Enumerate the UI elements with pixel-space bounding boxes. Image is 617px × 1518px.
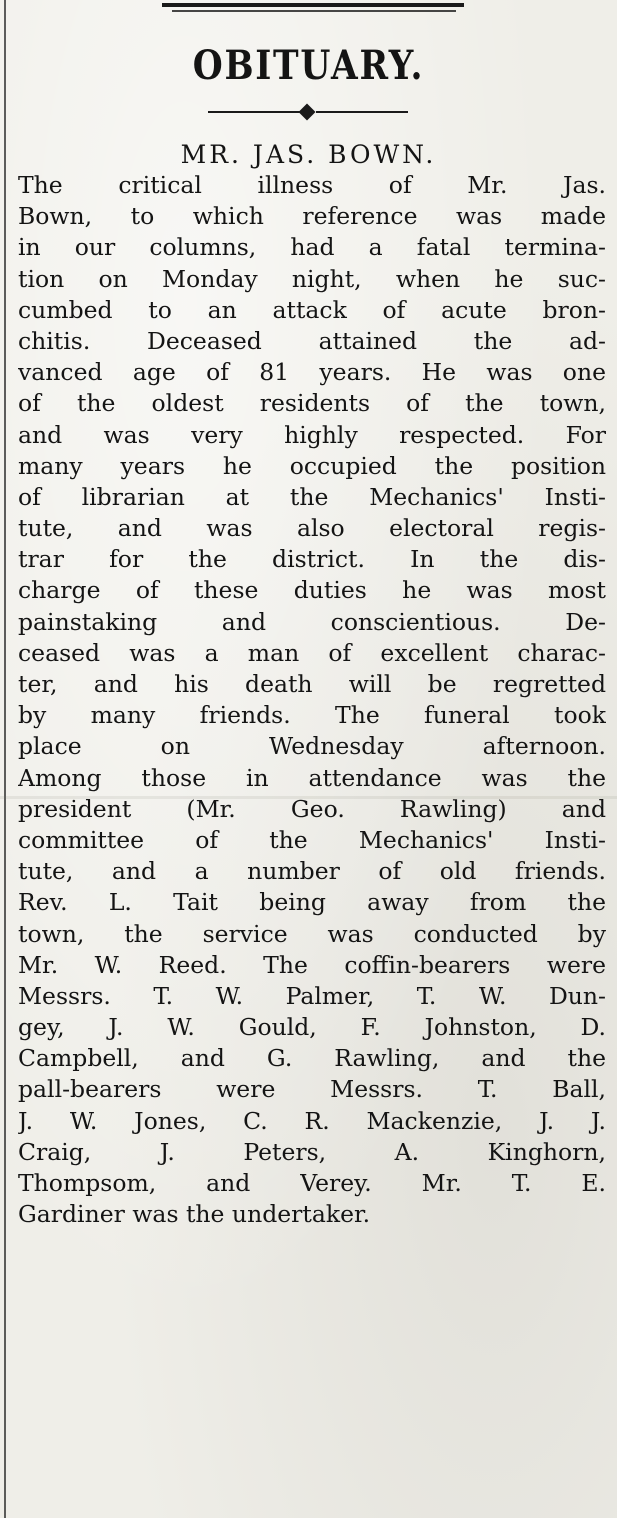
text-line: of the oldest residents of the town, (18, 389, 606, 418)
text-line: by many friends. The funeral took (18, 701, 606, 730)
text-line: place on Wednesday afternoon. (18, 732, 606, 761)
text-line: town, the service was conducted by (18, 919, 606, 948)
text-line: ter, and his death will be regretted (18, 670, 606, 698)
text-line: Mr. W. Reed. The coffin-bearers were (18, 950, 606, 979)
text-line: cumbed to an attack of acute bron- (18, 295, 606, 324)
text-line: ceased was a man of excellent charac- (18, 638, 606, 667)
top-double-rule (162, 3, 464, 13)
obituary-body (18, 170, 606, 1230)
text-line: president (Mr. Geo. Rawling) and (18, 794, 606, 823)
obituary-subheading: MR. JAS. BOWN. (180, 140, 437, 169)
text-line: tute, and was also electoral regis- (18, 514, 606, 543)
text-line: gey, J. W. Gould, F. Johnston, D. (18, 1013, 606, 1042)
text-line: of librarian at the Mechanics' Insti- (18, 482, 606, 511)
text-line: trar for the district. In the dis- (18, 545, 606, 574)
paper-fold-crease (0, 796, 617, 799)
text-line: chitis. Deceased attained the ad- (18, 326, 606, 355)
text-line: Rev. L. Tait being away from the (18, 888, 606, 917)
text-line: and was very highly respected. For (18, 420, 606, 449)
text-line: J. W. Jones, C. R. Mackenzie, J. J. (18, 1106, 606, 1135)
text-line: charge of these duties he was most (18, 576, 606, 605)
text-line: Craig, J. Peters, A. Kinghorn, (18, 1137, 606, 1166)
text-line: committee of the Mechanics' Insti- (18, 825, 606, 854)
text-line: Thompsom, and Verey. Mr. T. E. (18, 1169, 606, 1197)
text-line: Among those in attendance was the (18, 763, 606, 792)
text-line: Bown, to which reference was made (18, 202, 606, 231)
text-line: Gardiner was the undertaker. (18, 1200, 371, 1229)
ornament-divider-icon (208, 104, 408, 120)
text-line: Campbell, and G. Rawling, and the (18, 1044, 606, 1073)
text-line: vanced age of 81 years. He was one (18, 358, 606, 387)
text-line: The critical illness of Mr. Jas. (18, 171, 606, 199)
text-line: painstaking and conscientious. De- (18, 607, 606, 636)
text-line: many years he occupied the position (18, 451, 606, 480)
text-line: tion on Monday night, when he suc- (18, 264, 606, 293)
section-title: OBITUARY. (192, 42, 425, 89)
text-line: pall-bearers were Messrs. T. Ball, (18, 1075, 606, 1104)
column-rule (4, 0, 6, 1518)
text-line: in our columns, had a fatal termina- (18, 233, 606, 262)
text-line: Messrs. T. W. Palmer, T. W. Dun- (18, 981, 606, 1010)
text-line: tute, and a number of old friends. (18, 857, 606, 886)
